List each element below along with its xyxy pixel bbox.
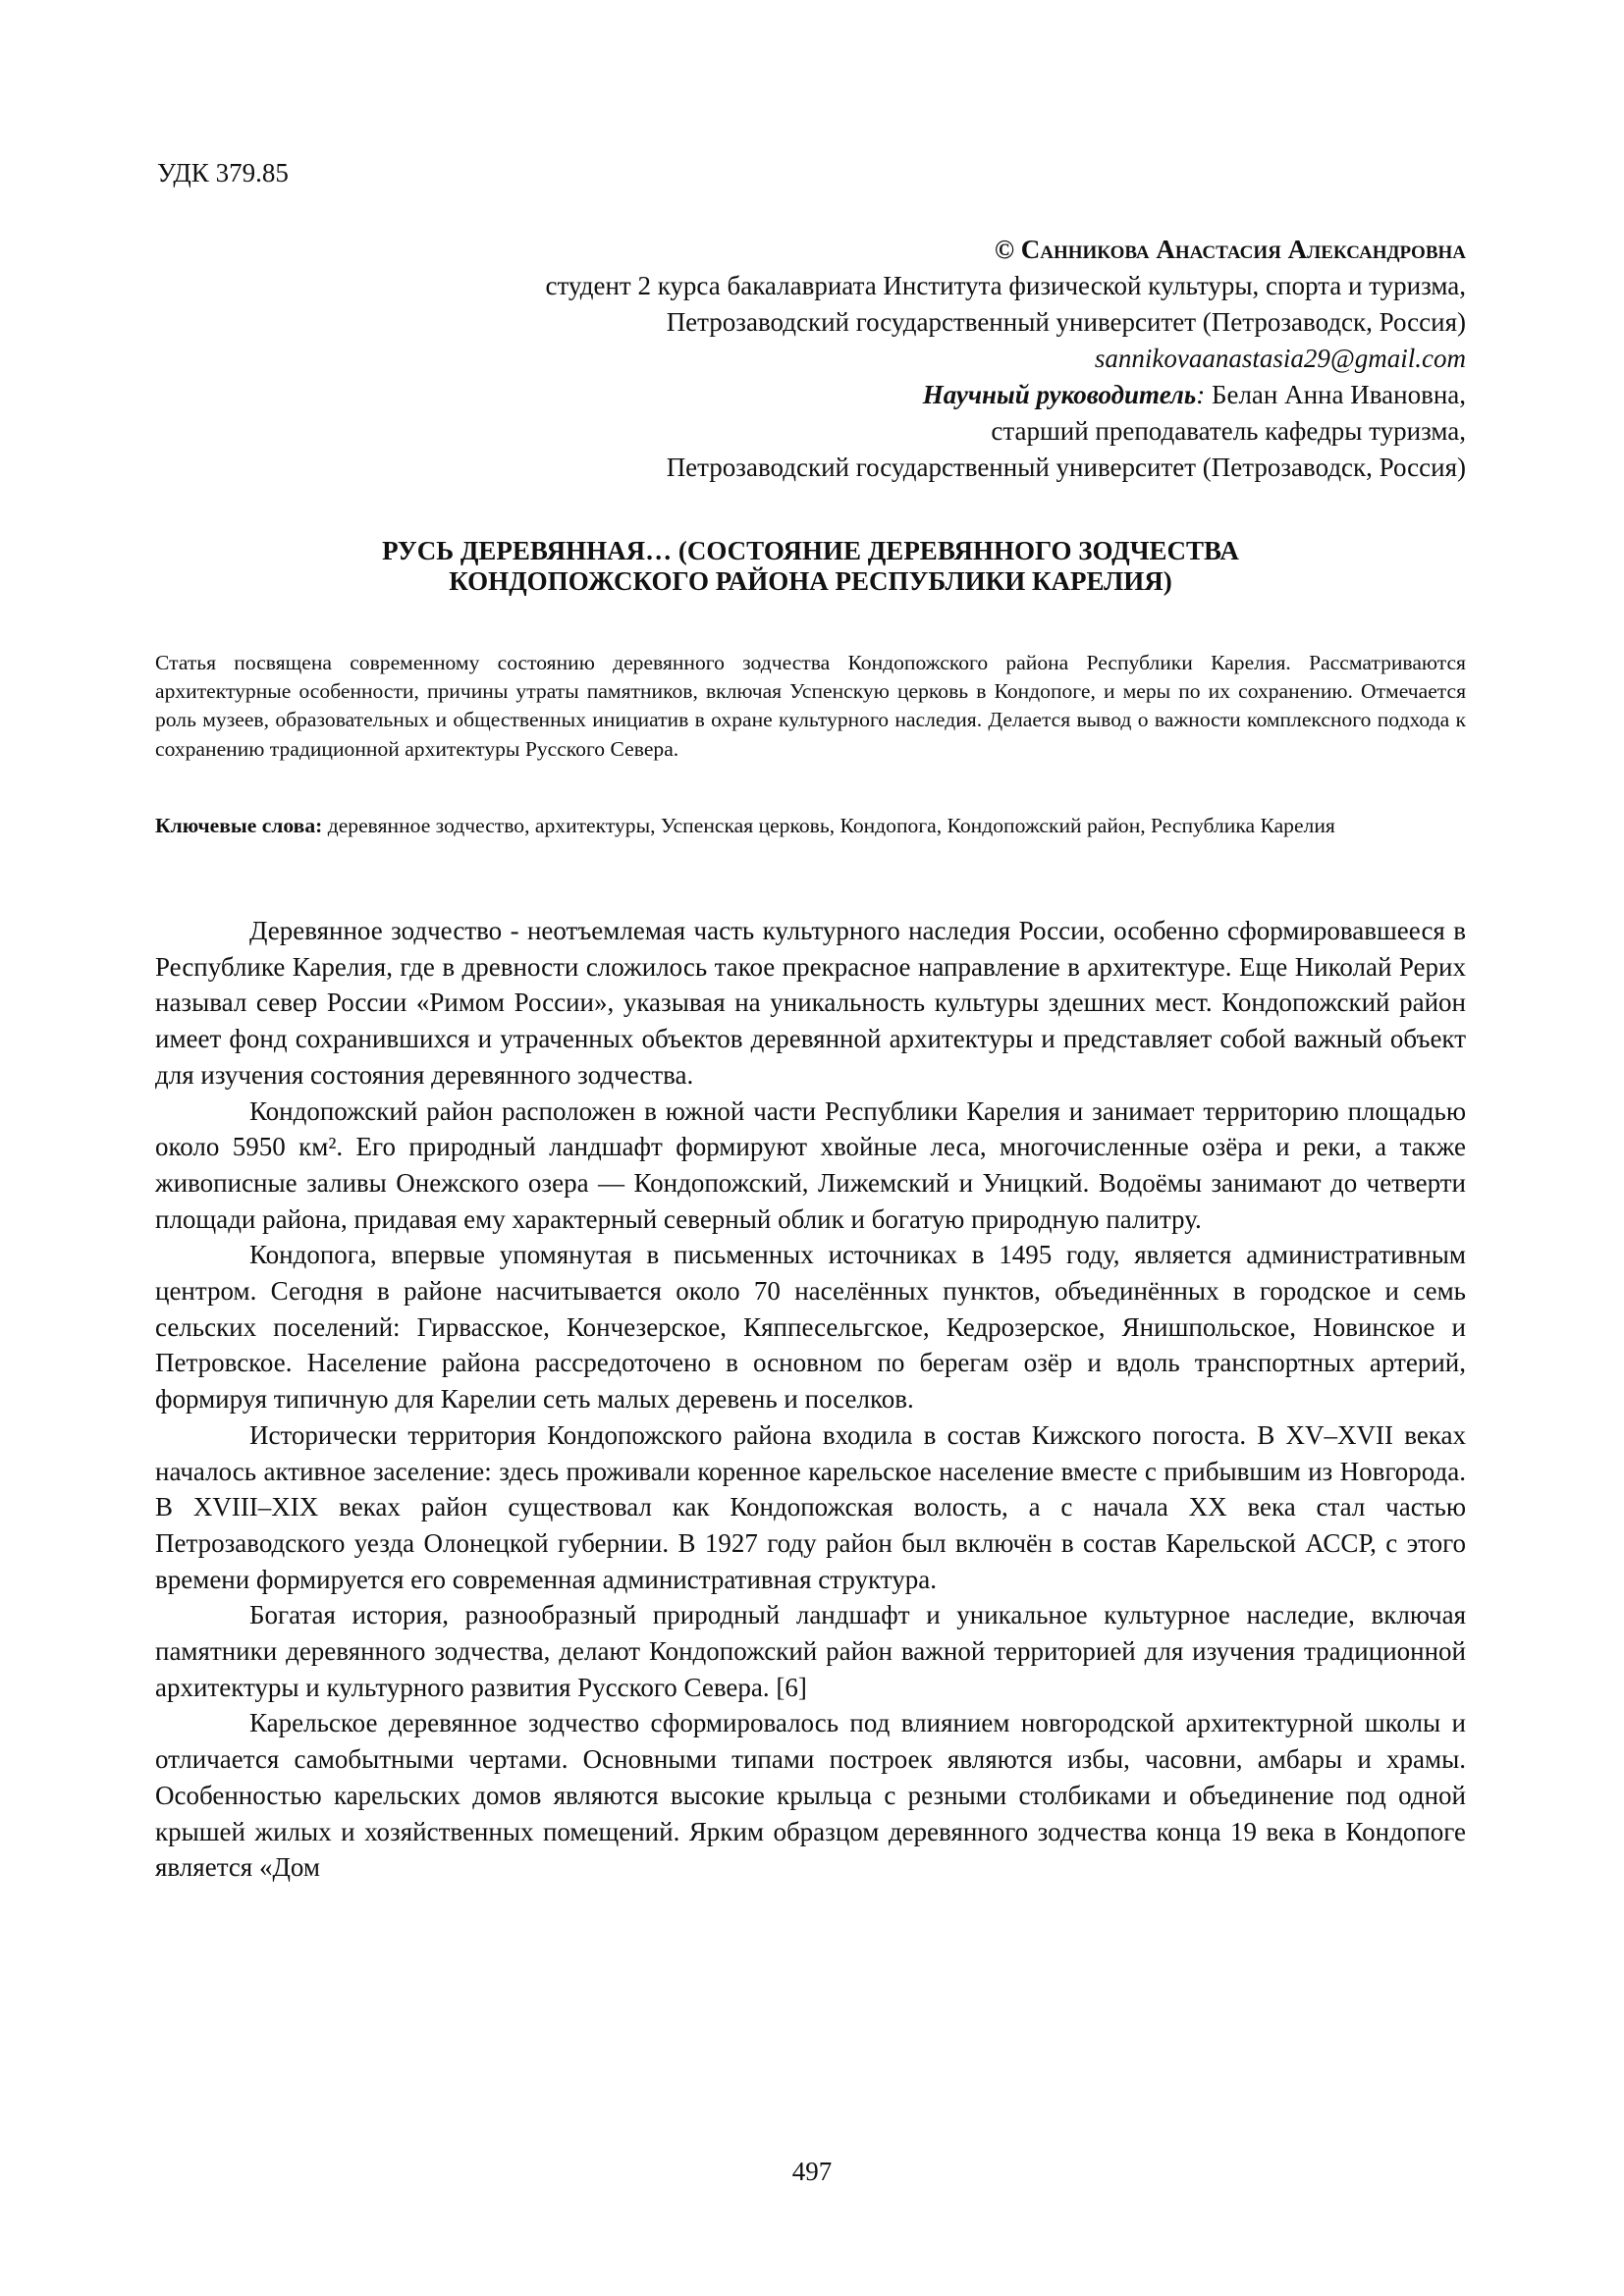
keywords-text: деревянное зодчество, архитектуры, Успенская церковь, Кондопога, Кондопожский район, Республика Карелия bbox=[322, 814, 1335, 837]
body-paragraph: Богатая история, разнообразный природный ландшафт и уникальное культурное наследие, включая памятники деревянного зодчества, делают Кондопожский район важной территорией для изучения традиционной архитектуры и культурного развития Русского Севера. [6] bbox=[155, 1600, 1466, 1702]
abstract: Статья посвящена современному состоянию деревянного зодчества Кондопожского района Республики Карелия. Рассматриваются архитектурные особенности, причины утраты памятников, включая Успенскую церковь в Кондопоге, и меры по их сохранению. Отмечается роль музеев, образовательных и общественных инициатив в охране культурного наследия. Делается вывод о важности комплексного подхода к сохранению традиционной архитектуры Русского Севера. bbox=[155, 651, 1466, 761]
author-affiliation-line2: Петрозаводский государственный университет (Петрозаводск, Россия) bbox=[666, 307, 1466, 337]
body-paragraph: Карельское деревянное зодчество сформировалось под влиянием новгородской архитектурной школы и отличается самобытными чертами. Основными типами построек являются избы, часовни, амбары и храмы. Особенностью карельских домов являются высокие крыльца с резными столбиками и объединение под одной крышей жилых и хозяйственных помещений. Ярким образцом деревянного зодчества конца 19 века в Кондопоге является «Дом bbox=[155, 1708, 1466, 1883]
page-number: 497 bbox=[791, 2157, 833, 2186]
udk-code: УДК 379.85 bbox=[157, 158, 289, 187]
body-paragraph: Деревянное зодчество - неотъемлемая часть культурного наследия России, особенно сформировавшееся в Республике Карелия, где в древности сложилось такое прекрасное направление в архитектуре. Еще Николай Рерих называл север России «Римом России», указывая на уникальность культуры здешних мест. Кондопожский район имеет фонд сохранившихся и утраченных объектов деревянной архитектуры и представляет собой важный объект для изучения состояния деревянного зодчества. bbox=[155, 916, 1466, 1090]
body-paragraph: Кондопога, впервые упомянутая в письменных источниках в 1495 году, является административным центром. Сегодня в районе насчитывается около 70 населённых пунктов, объединённых в городское и семь сельских поселений: Гирвасское, Кончезерское, Кяппесельгское, Кедрозерское, Янишпольское, Новинское и Петровское. Население района рассредоточено в основном по берегам озёр и вдоль транспортных артерий, формируя типичную для Карелии сеть малых деревень и поселков. bbox=[155, 1240, 1466, 1415]
advisor-separator: : bbox=[1196, 380, 1206, 409]
advisor-affiliation: Петрозаводский государственный университет (Петрозаводск, Россия) bbox=[666, 453, 1466, 482]
author-name: © Санникова Анастасия Александровна bbox=[994, 235, 1466, 264]
advisor-line bbox=[155, 377, 1466, 413]
author-affiliation-line1: студент 2 курса бакалавриата Института физической культуры, спорта и туризма, bbox=[545, 271, 1466, 300]
advisor-position: старший преподаватель кафедры туризма, bbox=[991, 416, 1466, 446]
article-body bbox=[155, 913, 1466, 1886]
advisor-name: Белан Анна Ивановна, bbox=[1205, 380, 1466, 409]
keywords-label: Ключевые слова: bbox=[155, 814, 323, 837]
advisor-label: Научный руководитель bbox=[922, 380, 1197, 409]
title-line-1: РУСЬ ДЕРЕВЯННАЯ… (СОСТОЯНИЕ ДЕРЕВЯННОГО ЗОДЧЕСТВА bbox=[382, 536, 1239, 565]
body-paragraph: Исторически территория Кондопожского района входила в состав Кижского погоста. В XV–XVII веках началось активное заселение: здесь проживали коренное карельское население вместе с прибывшим из Новгорода. В XVIII–XIX веках район существовал как Кондопожская волость, а с начала XX века стал частью Петрозаводского уезда Олонецкой губернии. В 1927 году район был включён в состав Карельской АССР, с этого времени формируется его современная административная структура. bbox=[155, 1419, 1466, 1594]
author-email[interactable]: sannikovaanastasia29@gmail.com bbox=[1094, 344, 1466, 373]
article-title bbox=[155, 536, 1466, 597]
title-line-2: КОНДОПОЖСКОГО РАЙОНА РЕСПУБЛИКИ КАРЕЛИЯ) bbox=[449, 566, 1172, 596]
author-block bbox=[155, 232, 1466, 486]
body-paragraph: Кондопожский район расположен в южной части Республики Карелия и занимает территорию площадью около 5950 км². Его природный ландшафт формируют хвойные леса, многочисленные озёра и реки, а также живописные заливы Онежского озера — Кондопожский, Лижемский и Уницкий. Водоёмы занимают до четверти площади района, придавая ему характерный северный облик и богатую природную палитру. bbox=[155, 1095, 1466, 1234]
keywords bbox=[155, 811, 1466, 840]
